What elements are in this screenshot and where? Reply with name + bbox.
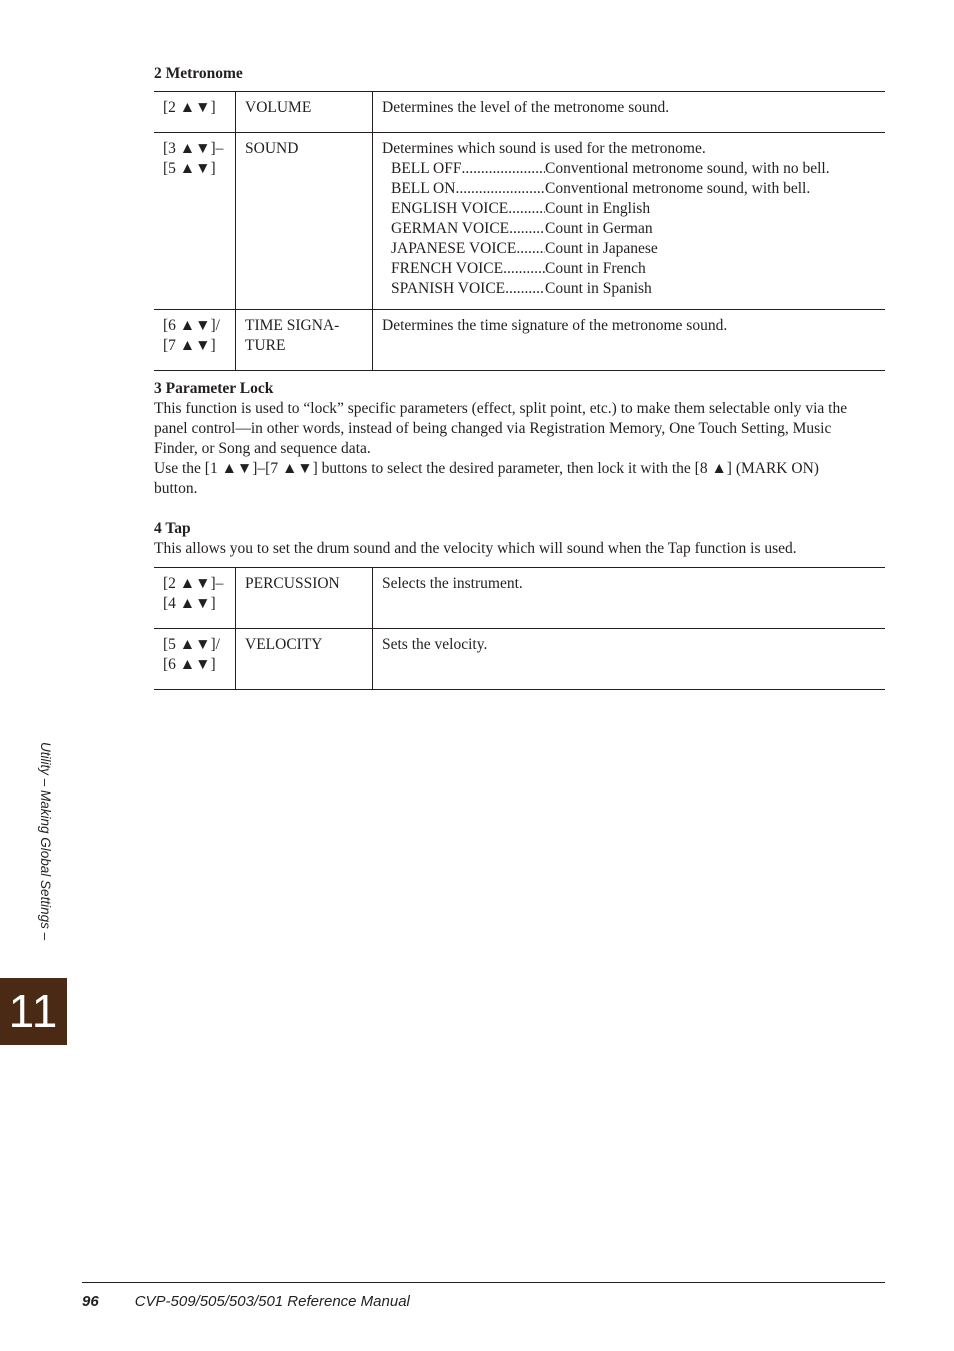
option-description: Count in Japanese — [545, 240, 658, 257]
parameter-cell: SOUND — [236, 133, 373, 310]
list-item — [391, 179, 876, 199]
side-chapter-caption: Utility – Making Global Settings – — [38, 742, 53, 941]
description-cell: Sets the velocity. — [373, 629, 886, 690]
table-row — [154, 310, 885, 371]
list-item — [391, 159, 876, 179]
sound-description: Determines which sound is used for the metronome. — [382, 140, 706, 157]
parameter-lock-paragraph-2: Use the [1 ▲▼]–[7 ▲▼] buttons to select the desired parameter, then lock it with the [8 ▲] (MARK ON) button. — [154, 460, 819, 497]
parameter-cell: VOLUME — [236, 92, 373, 133]
option-name: JAPANESE VOICE — [391, 240, 517, 257]
buttons-cell: [6 ▲▼]/ [7 ▲▼] — [154, 310, 236, 371]
option-description: Count in Spanish — [545, 280, 652, 297]
parameter-cell: PERCUSSION — [236, 568, 373, 629]
table-row — [154, 133, 885, 310]
option-description: Count in English — [545, 200, 651, 217]
tap-heading: 4 Tap — [154, 520, 191, 537]
buttons-cell: [2 ▲▼] — [154, 92, 236, 133]
table-row — [154, 629, 885, 690]
tap-paragraph: This allows you to set the drum sound and the velocity which will sound when the Tap function is used. — [154, 540, 797, 557]
description-cell — [373, 133, 886, 310]
option-name: ENGLISH VOICE — [391, 200, 509, 217]
metronome-heading: 2 Metronome — [154, 65, 243, 82]
footer-divider — [82, 1282, 885, 1283]
option-description: Conventional metronome sound, with bell. — [545, 180, 811, 197]
option-name: SPANISH VOICE — [391, 280, 506, 297]
option-name: BELL OFF — [391, 160, 462, 177]
description-cell: Selects the instrument. — [373, 568, 886, 629]
buttons-cell: [2 ▲▼]– [4 ▲▼] — [154, 568, 236, 629]
buttons-cell: [3 ▲▼]– [5 ▲▼] — [154, 133, 236, 310]
sound-options-list — [382, 159, 876, 299]
table-row — [154, 568, 885, 629]
metronome-table — [154, 91, 885, 371]
parameter-lock-heading: 3 Parameter Lock — [154, 380, 274, 397]
option-description: Count in German — [545, 220, 653, 237]
list-item — [391, 279, 876, 299]
option-name: GERMAN VOICE — [391, 220, 510, 237]
buttons-cell: [5 ▲▼]/ [6 ▲▼] — [154, 629, 236, 690]
parameter-lock-paragraph-1: This function is used to “lock” specific parameters (effect, split point, etc.) to make them selectable only via the panel control—in other words, instead of being changed via Registration Memory, One Touch Setting, Music Finder, or Song and sequence data. — [154, 400, 848, 457]
table-row — [154, 92, 885, 133]
page-number: 96 — [82, 1293, 99, 1310]
option-name: BELL ON — [391, 180, 456, 197]
page-footer — [82, 1292, 410, 1312]
option-name: FRENCH VOICE — [391, 260, 504, 277]
parameter-cell: TIME SIGNA- TURE — [236, 310, 373, 371]
list-item — [391, 199, 876, 219]
list-item — [391, 219, 876, 239]
tap-table — [154, 567, 885, 690]
parameter-cell: VELOCITY — [236, 629, 373, 690]
option-description: Count in French — [545, 260, 646, 277]
description-cell: Determines the time signature of the metronome sound. — [373, 310, 886, 371]
description-cell: Determines the level of the metronome sound. — [373, 92, 886, 133]
option-description: Conventional metronome sound, with no bell. — [545, 160, 830, 177]
manual-title: CVP-509/505/503/501 Reference Manual — [134, 1293, 410, 1310]
list-item — [391, 259, 876, 279]
chapter-number-tab: 11 — [0, 978, 67, 1045]
list-item — [391, 239, 876, 259]
